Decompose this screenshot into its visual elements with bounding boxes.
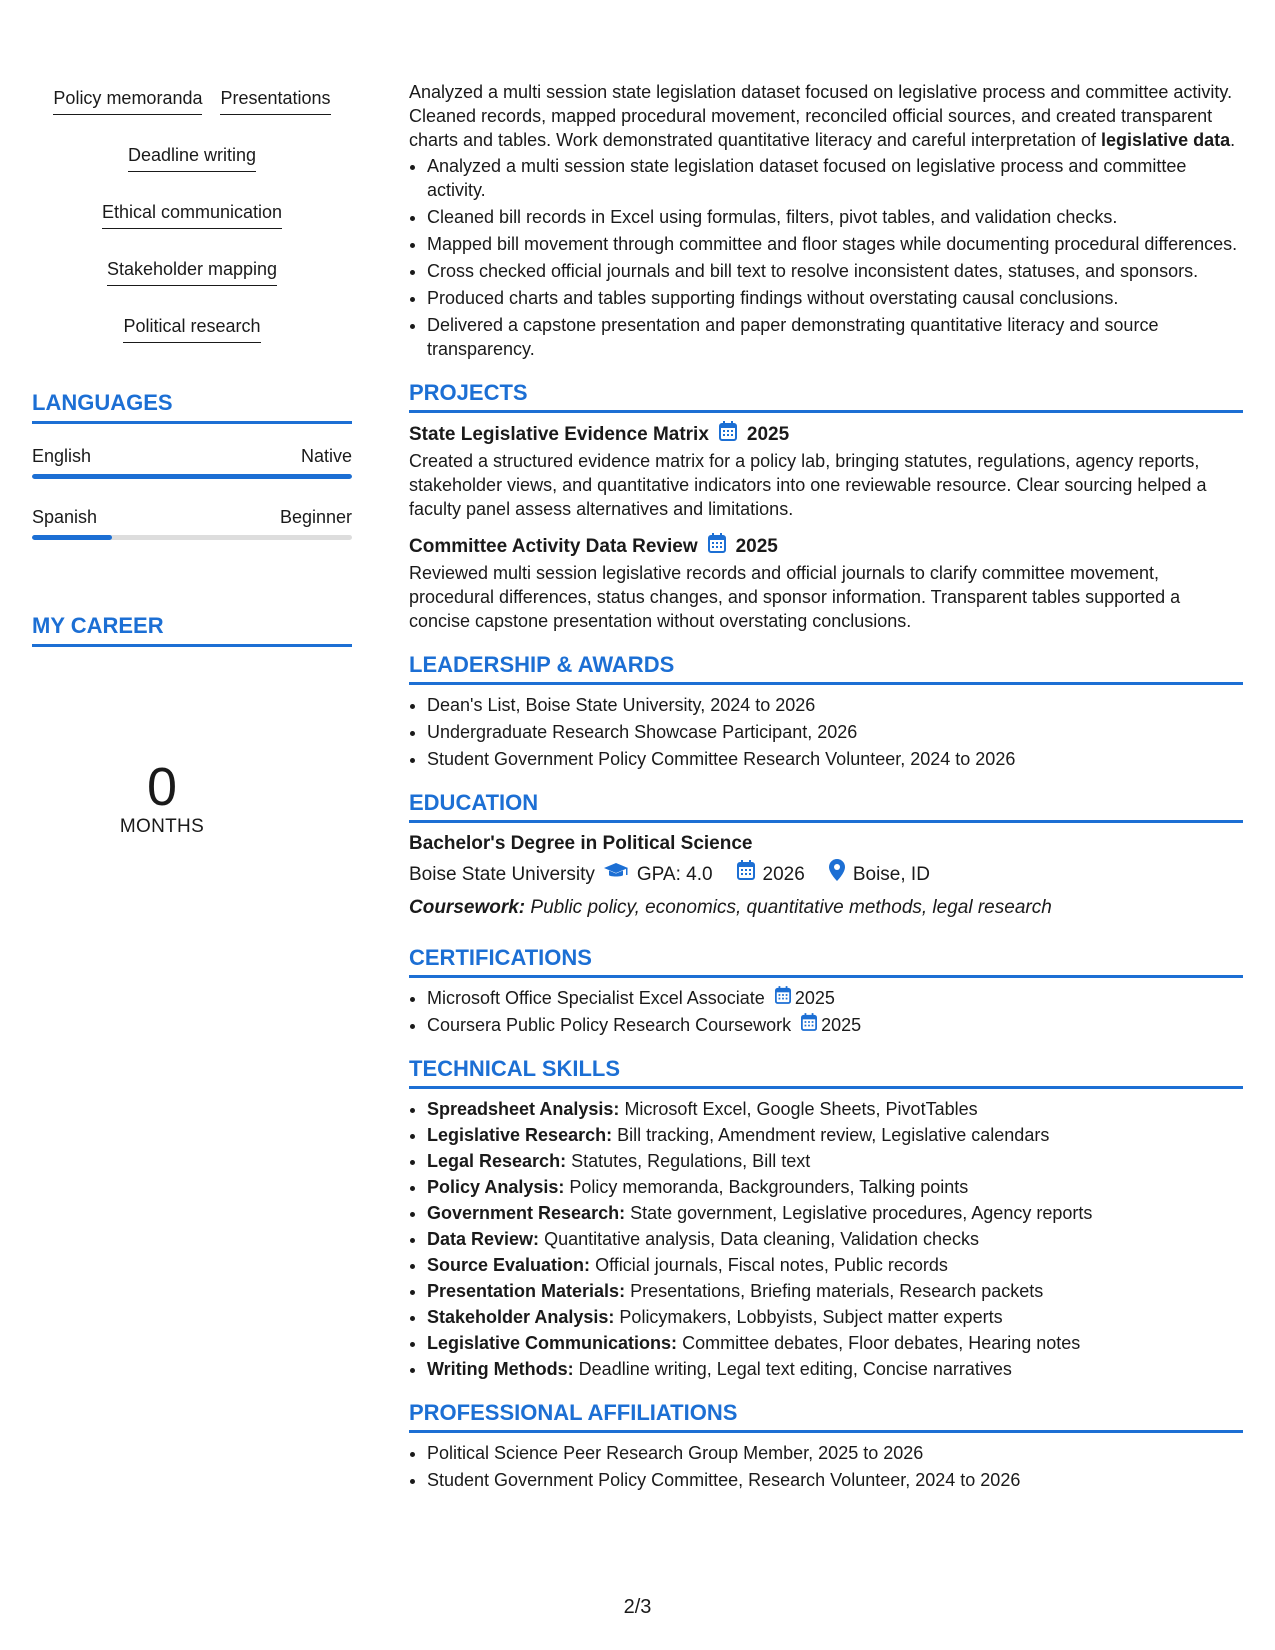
- list-item: • Produced charts and tables supporting findings without overstating causal conclusions.: [427, 286, 1243, 310]
- career-duration: [32, 759, 292, 839]
- skill-tags: [32, 86, 352, 343]
- certifications-list: [409, 986, 1243, 1037]
- calendar-icon: [719, 421, 737, 449]
- skill-value: State government, Legislative procedures, Agency reports: [630, 1203, 1093, 1223]
- career-section: [32, 612, 352, 839]
- list-item: • Cleaned bill records in Excel using formulas, filters, pivot tables, and validation checks.: [427, 205, 1243, 229]
- language-name: Spanish: [32, 507, 98, 527]
- experience-entry: [409, 80, 1243, 361]
- languages-heading: LANGUAGES: [32, 389, 352, 424]
- education-entry: [409, 831, 1243, 922]
- skill-label: Writing Methods:: [427, 1359, 574, 1379]
- project-title-row: [409, 533, 1243, 561]
- list-item: [427, 1175, 1243, 1199]
- project-title: State Legislative Evidence Matrix: [409, 424, 709, 445]
- education-meta: [409, 859, 1243, 890]
- list-item: • Student Government Policy Committee Research Volunteer, 2024 to 2026: [427, 747, 1243, 771]
- project-title-row: [409, 421, 1243, 449]
- skill-value: Microsoft Excel, Google Sheets, PivotTables: [624, 1099, 978, 1119]
- skill-label: Legal Research:: [427, 1151, 567, 1171]
- skill-value: Committee debates, Floor debates, Hearing notes: [682, 1333, 1081, 1353]
- list-item: [427, 1331, 1243, 1355]
- skill-value: Deadline writing, Legal text editing, Concise narratives: [578, 1359, 1012, 1379]
- skill-label: Legislative Communications:: [427, 1333, 678, 1353]
- list-item: • Cross checked official journals and bill text to resolve inconsistent dates, statuses, and sponsors.: [427, 259, 1243, 283]
- language-name: English: [32, 446, 92, 466]
- skill-value: Bill tracking, Amendment review, Legislative calendars: [617, 1125, 1050, 1145]
- list-item: • Political Science Peer Research Group Member, 2025 to 2026: [427, 1441, 1243, 1465]
- location-pin-icon: [829, 859, 845, 890]
- skill-tag: Policy memoranda: [53, 86, 202, 115]
- project-title: Committee Activity Data Review: [409, 536, 698, 557]
- skill-label: Stakeholder Analysis:: [427, 1307, 615, 1327]
- language-proficiency-bar: [32, 474, 352, 479]
- leadership-list: [409, 693, 1243, 771]
- affiliations-heading: PROFESSIONAL AFFILIATIONS: [409, 1399, 1243, 1433]
- sidebar: [32, 86, 352, 839]
- coursework: [409, 894, 1243, 922]
- list-item: [427, 1201, 1243, 1225]
- career-heading: MY CAREER: [32, 612, 352, 647]
- skill-label: Legislative Research:: [427, 1125, 613, 1145]
- list-item: • Analyzed a multi session state legislation dataset focused on legislative process and committee activity.: [427, 154, 1243, 202]
- project-description: Created a structured evidence matrix for a policy lab, bringing statutes, regulations, agency reports, stakeholder views, and quantitative indicators into one reviewable resource. Clear sourcing helped a faculty panel assess alternatives and limitations.: [409, 451, 1207, 519]
- summary-bold: legislative data: [1101, 130, 1231, 150]
- list-item: • Dean's List, Boise State University, 2024 to 2026: [427, 693, 1243, 717]
- skill-value: Quantitative analysis, Data cleaning, Validation checks: [544, 1229, 979, 1249]
- list-item: [427, 1097, 1243, 1121]
- project-year: 2025: [735, 536, 778, 557]
- certification-name: • Microsoft Office Specialist Excel Associate: [427, 988, 765, 1008]
- skill-value: Policymakers, Lobbyists, Subject matter experts: [619, 1307, 1003, 1327]
- project-description: Reviewed multi session legislative records and official journals to clarify committee movement, procedural differences, status changes, and sponsor information. Transparent tables supported a concise capstone presentation without overstating conclusions.: [409, 563, 1181, 631]
- list-item: • Undergraduate Research Showcase Participant, 2026: [427, 720, 1243, 744]
- language-proficiency-bar: [32, 535, 352, 540]
- skill-tag: Ethical communication: [102, 200, 282, 229]
- list-item: [427, 1149, 1243, 1173]
- skill-tag: Deadline writing: [128, 143, 256, 172]
- list-item: [427, 1123, 1243, 1147]
- language-item: [32, 505, 352, 540]
- project-item: [409, 421, 1243, 521]
- project-item: [409, 533, 1243, 633]
- education-heading: EDUCATION: [409, 789, 1243, 823]
- coursework-value: Public policy, economics, quantitative methods, legal research: [530, 897, 1052, 918]
- skill-value: Policy memoranda, Backgrounders, Talking points: [569, 1177, 969, 1197]
- gpa: GPA: 4.0: [636, 863, 713, 885]
- main-content: [409, 80, 1243, 1495]
- school-location: Boise, ID: [852, 863, 930, 885]
- skill-label: Policy Analysis:: [427, 1177, 565, 1197]
- technical-skills-heading: TECHNICAL SKILLS: [409, 1055, 1243, 1089]
- skill-label: Presentation Materials:: [427, 1281, 626, 1301]
- list-item: • Mapped bill movement through committee and floor stages while documenting procedural differences.: [427, 232, 1243, 256]
- degree-title: Bachelor's Degree in Political Science: [409, 833, 753, 854]
- language-proficiency-fill: [32, 535, 112, 540]
- list-item: [427, 1357, 1243, 1381]
- list-item: [427, 1305, 1243, 1329]
- language-level: Beginner: [279, 507, 352, 527]
- skill-label: Source Evaluation:: [427, 1255, 591, 1275]
- technical-skills-list: [409, 1097, 1243, 1381]
- calendar-icon: [775, 986, 791, 1010]
- skill-label: Spreadsheet Analysis:: [427, 1099, 620, 1119]
- certification-year: 2025: [794, 988, 835, 1008]
- language-proficiency-fill: [32, 474, 352, 479]
- certification-name: • Coursera Public Policy Research Coursework: [427, 1015, 792, 1035]
- leadership-heading: LEADERSHIP & AWARDS: [409, 651, 1243, 685]
- list-item: • Student Government Policy Committee, Research Volunteer, 2024 to 2026: [427, 1468, 1243, 1492]
- language-level: Native: [300, 446, 352, 466]
- project-year: 2025: [746, 424, 790, 445]
- experience-summary: [409, 80, 1243, 152]
- career-value: 0: [146, 757, 178, 817]
- page-number: 2/3: [623, 1596, 652, 1618]
- skill-tag: Presentations: [220, 86, 330, 115]
- calendar-icon: [708, 533, 726, 561]
- list-item: [427, 1013, 1243, 1037]
- school-name: Boise State University: [409, 863, 595, 885]
- skill-tag: Stakeholder mapping: [107, 257, 277, 286]
- list-item: [427, 1279, 1243, 1303]
- summary-text: Analyzed a multi session state legislation dataset focused on legislative process and committee activity. Cleaned records, mapped procedural movement, reconciled official sources, and created transparent charts and tables. Work demonstrated quantitative literacy and careful interpretation of: [409, 82, 1233, 150]
- career-unit: MONTHS: [119, 816, 205, 837]
- projects-heading: PROJECTS: [409, 379, 1243, 413]
- skill-value: Statutes, Regulations, Bill text: [571, 1151, 811, 1171]
- skill-value: Presentations, Briefing materials, Research packets: [630, 1281, 1044, 1301]
- list-item: [427, 1227, 1243, 1251]
- list-item: [427, 986, 1243, 1010]
- calendar-icon: [801, 1013, 817, 1037]
- list-item: [427, 1253, 1243, 1277]
- skill-tag: Political research: [123, 314, 260, 343]
- calendar-icon: [737, 860, 755, 889]
- summary-end: .: [1230, 130, 1236, 150]
- coursework-label: Coursework:: [409, 897, 526, 918]
- affiliations-list: [409, 1441, 1243, 1492]
- skill-label: Government Research:: [427, 1203, 626, 1223]
- list-item: • Delivered a capstone presentation and paper demonstrating quantitative literacy and source transparency.: [427, 313, 1243, 361]
- certifications-heading: CERTIFICATIONS: [409, 944, 1243, 978]
- certification-year: 2025: [821, 1015, 862, 1035]
- languages-section: [32, 389, 352, 540]
- skill-value: Official journals, Fiscal notes, Public records: [595, 1255, 948, 1275]
- graduation-cap-icon: [603, 861, 629, 889]
- experience-bullets: [409, 154, 1243, 361]
- language-item: [32, 444, 352, 479]
- skill-label: Data Review:: [427, 1229, 540, 1249]
- graduation-year: 2026: [762, 863, 805, 885]
